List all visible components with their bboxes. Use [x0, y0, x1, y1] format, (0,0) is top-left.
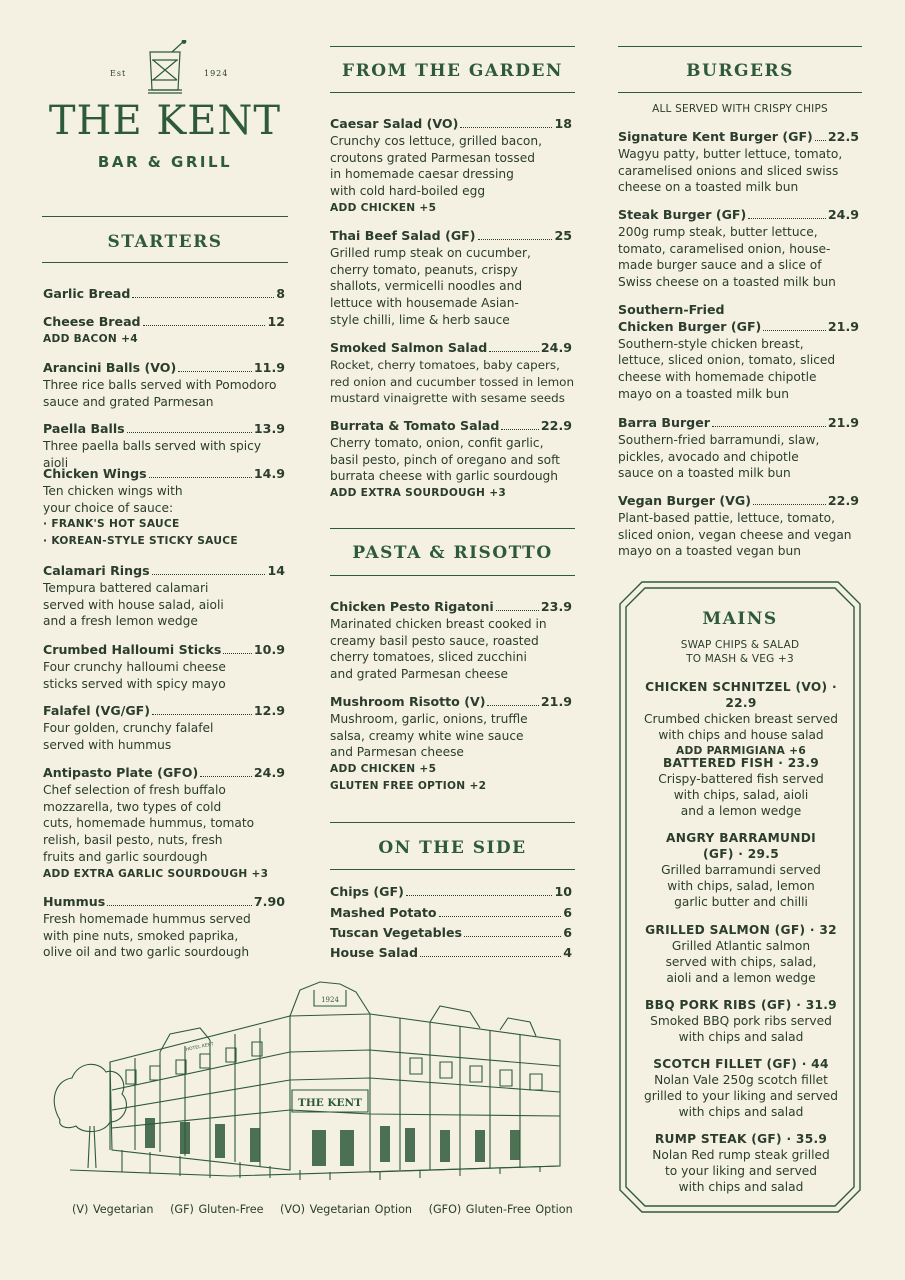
divider	[330, 46, 575, 47]
item-add-on: GLUTEN FREE OPTION +2	[330, 779, 487, 792]
menu-item	[43, 421, 285, 471]
item-price: 21.9	[540, 694, 572, 709]
mains-subtitle: SWAP CHIPS & SALAD TO MASH & VEG +3	[680, 639, 800, 665]
main-item	[628, 997, 854, 1045]
brand-subtitle: BAR & GRILL	[97, 153, 233, 171]
main-item	[628, 1131, 854, 1195]
section-title-side: ON THE SIDE	[378, 838, 527, 858]
item-price: 4	[563, 945, 572, 960]
legend-item: (VO) Vegetarian Option	[280, 1203, 413, 1216]
item-price: 14	[267, 563, 285, 578]
main-item	[628, 922, 854, 986]
item-price: 13.9	[253, 421, 285, 436]
divider	[330, 869, 575, 870]
item-price: 12	[267, 314, 285, 329]
item-description: Fresh homemade hummus served with pine nuts, smoked paprika, olive oil and two garlic sourdough	[43, 911, 251, 960]
divider	[42, 262, 288, 263]
item-description: Four crunchy halloumi cheese sticks served with spicy mayo	[43, 659, 226, 691]
building-small-sign: HOTEL KENT	[185, 1042, 215, 1053]
menu-item	[43, 765, 285, 883]
main-item-title: GRILLED SALMON (GF) · 32	[645, 923, 837, 937]
item-name: Chips (GF)	[330, 884, 404, 899]
item-name: Caesar Salad (VO)	[330, 116, 459, 131]
side-item	[330, 884, 572, 899]
item-price: 22.5	[827, 129, 859, 144]
main-item	[628, 1056, 854, 1120]
item-name: Cheese Bread	[43, 314, 141, 329]
item-description: Plant-based pattie, lettuce, tomato, sliced onion, vegan cheese and vegan mayo on a toasted vegan bun	[618, 510, 852, 559]
main-item-description: Crispy-battered fish served with chips, salad, aioli and a lemon wedge	[658, 772, 824, 818]
item-add-on: · FRANK'S HOT SAUCE	[43, 518, 180, 531]
item-add-on: · KOREAN-STYLE STICKY SAUCE	[43, 535, 238, 548]
menu-item	[330, 418, 572, 502]
menu-item	[43, 642, 285, 692]
section-title-mains: MAINS	[702, 609, 778, 629]
item-price: 21.9	[827, 318, 859, 334]
legend-item: (GFO) Gluten-Free Option	[428, 1203, 573, 1216]
item-price: 22.9	[540, 418, 572, 433]
main-item	[628, 755, 854, 819]
side-item	[330, 945, 572, 960]
item-description: Crunchy cos lettuce, grilled bacon, croutons grated Parmesan tossed in homemade caesar dressing with cold hard-boiled egg	[330, 133, 542, 199]
section-title-garden: FROM THE GARDEN	[342, 61, 563, 81]
item-description: Ten chicken wings with your choice of sauce:	[43, 483, 183, 515]
menu-item	[43, 286, 285, 303]
item-add-on: ADD EXTRA SOURDOUGH +3	[330, 487, 507, 500]
item-description: Grilled rump steak on cucumber, cherry tomato, peanuts, crispy shallots, vermicelli noodles and lettuce with housemade Asian- style chilli, lime & herb sauce	[330, 245, 531, 327]
item-name: Thai Beef Salad (GF)	[330, 228, 476, 243]
main-item-description: Grilled Atlantic salmon served with chips, salad, aioli and a lemon wedge	[665, 939, 817, 985]
divider	[330, 528, 575, 529]
item-name: Barra Burger	[618, 415, 710, 430]
item-add-on: ADD EXTRA GARLIC SOURDOUGH +3	[43, 867, 269, 880]
menu-item	[43, 703, 285, 753]
item-name: Crumbed Halloumi Sticks	[43, 642, 222, 657]
item-price: 12.9	[253, 703, 285, 718]
item-name: Vegan Burger (VG)	[618, 493, 751, 508]
menu-item	[330, 116, 572, 217]
item-name: Chicken Pesto Rigatoni	[330, 599, 494, 614]
item-name: Garlic Bread	[43, 286, 131, 301]
building-year: 1924	[321, 996, 339, 1004]
item-price: 25	[554, 228, 572, 243]
menu-item	[618, 129, 859, 196]
item-name: Mushroom Risotto (V)	[330, 694, 486, 709]
item-name: House Salad	[330, 945, 418, 960]
brand-name: THE KENT	[48, 98, 282, 144]
main-item-title: BBQ PORK RIBS (GF) · 31.9	[645, 998, 837, 1012]
menu-item	[618, 493, 859, 560]
item-price: 11.9	[253, 360, 285, 375]
est-year: 1924	[204, 69, 229, 78]
item-name: Chicken Burger (GF)	[618, 318, 762, 334]
item-price: 18	[554, 116, 572, 131]
item-description: Three paella balls served with spicy aioli	[43, 438, 262, 470]
divider	[618, 92, 862, 93]
main-item-description: Grilled barramundi served with chips, salad, lemon garlic butter and chilli	[661, 863, 821, 909]
dietary-legend	[72, 1203, 585, 1216]
menu-item	[618, 302, 859, 403]
item-name: Falafel (VG/GF)	[43, 703, 151, 718]
item-price: 10	[554, 884, 572, 899]
item-name: Chicken Wings	[43, 466, 147, 481]
main-item	[628, 679, 854, 759]
item-name-line1: Southern-Fried	[618, 302, 725, 317]
item-name: Smoked Salmon Salad	[330, 340, 488, 355]
divider	[618, 46, 862, 47]
item-price: 6	[563, 925, 572, 940]
cocktail-glass-icon	[42, 40, 288, 100]
menu-item	[43, 314, 285, 348]
main-item	[628, 830, 854, 910]
logo	[42, 40, 288, 180]
main-item-description: Nolan Red rump steak grilled to your liking and served with chips and salad	[652, 1148, 830, 1194]
item-description: Marinated chicken breast cooked in creamy basil pesto sauce, roasted cherry tomatoes, sliced zucchini and grated Parmesan cheese	[330, 616, 547, 682]
item-name: Arancini Balls (VO)	[43, 360, 177, 375]
item-price: 24.9	[540, 340, 572, 355]
item-description: Rocket, cherry tomatoes, baby capers, red onion and cucumber tossed in lemon mustard vinaigrette with sesame seeds	[330, 357, 574, 406]
item-add-on: ADD CHICKEN +5	[330, 763, 437, 776]
menu-item	[43, 360, 285, 410]
item-price: 14.9	[253, 466, 285, 481]
main-item-title: BATTERED FISH · 23.9	[662, 756, 820, 770]
main-item-title: ANGRY BARRAMUNDI (GF) · 29.5	[665, 831, 817, 861]
item-name: Hummus	[43, 894, 106, 909]
menu-item	[330, 599, 572, 683]
section-title-burgers: BURGERS	[686, 61, 794, 81]
item-name: Paella Balls	[43, 421, 125, 436]
menu-item	[330, 340, 578, 407]
main-item-description: Nolan Vale 250g scotch fillet grilled to your liking and served with chips and salad	[643, 1073, 839, 1119]
item-name: Calamari Rings	[43, 563, 150, 578]
menu-item	[618, 207, 859, 291]
item-price: 7.90	[253, 894, 285, 909]
main-item-description: Smoked BBQ pork ribs served with chips and salad	[650, 1014, 832, 1044]
menu-item	[618, 415, 859, 482]
divider	[330, 92, 575, 93]
item-price: 21.9	[827, 415, 859, 430]
item-name: Burrata & Tomato Salad	[330, 418, 500, 433]
item-price: 8	[276, 286, 285, 301]
item-description: Four golden, crunchy falafel served with hummus	[43, 720, 214, 752]
item-description: 200g rump steak, butter lettuce, tomato, caramelised onion, house- made burger sauce and a slice of Swiss cheese on a toasted milk bun	[618, 224, 836, 290]
item-price: 10.9	[253, 642, 285, 657]
item-description: Wagyu patty, butter lettuce, tomato, caramelised onions and sliced swiss cheese on a toasted milk bun	[618, 146, 843, 195]
item-description: Mushroom, garlic, onions, truffle salsa, creamy white wine sauce and Parmesan cheese	[330, 711, 528, 760]
item-add-on: ADD BACON +4	[43, 332, 138, 345]
side-item	[330, 905, 572, 920]
legend-item: (GF) Gluten-Free	[170, 1203, 264, 1216]
legend-item: (V) Vegetarian	[72, 1203, 154, 1216]
item-description: Southern-style chicken breast, lettuce, sliced onion, tomato, sliced cheese with homemade chipotle mayo on a toasted milk bun	[618, 336, 836, 401]
menu-item	[43, 894, 285, 961]
item-price: 24.9	[253, 765, 285, 780]
item-description: Tempura battered calamari served with house salad, aioli and a fresh lemon wedge	[43, 580, 224, 629]
item-description: Three rice balls served with Pomodoro sauce and grated Parmesan	[43, 377, 277, 409]
main-item-add-on: ADD PARMIGIANA +6	[675, 745, 807, 757]
item-add-on: ADD CHICKEN +5	[330, 201, 437, 214]
item-price: 24.9	[827, 207, 859, 222]
divider	[42, 216, 288, 217]
main-item-title: RUMP STEAK (GF) · 35.9	[654, 1132, 828, 1146]
item-name: Signature Kent Burger (GF)	[618, 129, 813, 144]
section-title-starters: STARTERS	[107, 232, 223, 252]
main-item-description: Crumbed chicken breast served with chips and house salad	[644, 712, 838, 742]
menu-item	[43, 466, 285, 550]
item-price: 6	[563, 905, 572, 920]
item-name: Mashed Potato	[330, 905, 437, 920]
burgers-subtitle: ALL SERVED WITH CRISPY CHIPS	[652, 103, 828, 115]
main-item-title: SCOTCH FILLET (GF) · 44	[653, 1057, 829, 1071]
item-name: Antipasto Plate (GFO)	[43, 765, 199, 780]
item-description: Cherry tomato, onion, confit garlic, basil pesto, pinch of oregano and soft burrata cheese with garlic sourdough	[330, 435, 560, 484]
est-label: Est	[110, 69, 127, 78]
main-item-title: CHICKEN SCHNITZEL (VO) · 22.9	[645, 680, 837, 710]
section-title-pasta: PASTA & RISOTTO	[352, 543, 553, 563]
item-name: Tuscan Vegetables	[330, 925, 463, 940]
item-description: Chef selection of fresh buffalo mozzarella, two types of cold cuts, homemade hummus, tomato relish, basil pesto, nuts, fresh fruits and garlic sourdough	[43, 782, 255, 864]
item-name: Steak Burger (GF)	[618, 207, 747, 222]
menu-item	[330, 228, 572, 329]
menu-item	[43, 563, 285, 630]
divider	[330, 575, 575, 576]
menu-item	[330, 694, 572, 795]
item-price: 22.9	[827, 493, 859, 508]
item-description: Southern-fried barramundi, slaw, pickles, avocado and chipotle sauce on a toasted milk bun	[618, 432, 820, 481]
divider	[330, 822, 575, 823]
building-sign: THE KENT	[298, 1097, 362, 1109]
item-price: 23.9	[540, 599, 572, 614]
side-item	[330, 925, 572, 940]
